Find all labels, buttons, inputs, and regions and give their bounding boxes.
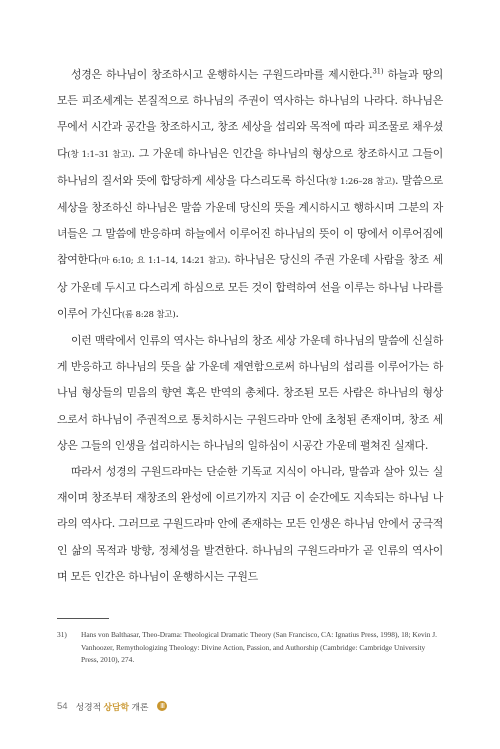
scripture-reference: (마 6:10; 요 1:1–14, 14:21 참고): [98, 256, 228, 267]
scripture-reference: (창 1:26–28 참고): [325, 176, 395, 187]
footnote: [57, 629, 443, 667]
footnote-text: Hans von Balthasar, Theo-Drama: Theological Dramatic Theory (San Francisco, CA: Ignatius Press, 1998), 18; Kevin J. Vanhoozer, Remythologizing Theology: Divine Action, Passion, and Authorship (Cambridge: Cambridge University Press, 2010), 274.: [81, 630, 438, 664]
body-paragraph: [57, 62, 443, 328]
body-text-run: 하늘과 땅의 모든 피조세계는 본질적으로 하나님의 주권이 역사하는 하나님의 나라다. 하나님은 무에서 시간과 공간을 창조하시고, 창조 세상을 섭리와 목적에 따라 피조물로 채우셨다: [57, 68, 444, 160]
body-text-run: . 말씀으로 세상을 창조하신 하나님은 말씀 가운데 당신의 뜻을 계시하시고 행하시며 그분의 자녀들은 그 말씀에 반응하며 하늘에서 이루어진 하나님의 뜻이 이 땅에서 이루어짐에 참여한다: [57, 173, 444, 267]
page-footer: [57, 699, 167, 713]
running-title-suffix: 개론: [129, 701, 149, 712]
body-text-run: .: [175, 306, 179, 320]
body-text-run: 따라서 성경의 구원드라마는 단순한 기독교 지식이 아니라, 말씀과 살아 있는 실재이며 창조부터 재창조의 완성에 이르기까지 지금 이 순간에도 지속되는 하나님 나라의 역사다. 그러므로 구원드라마 안에 존재하는 모든 인생은 하나님 안에서 궁극적인 삶의 목적과 방향, 정체성을 발견한다. 하나님의 구원드라마가 곧 인류의 역사이며 모든 인간은 하나님이 운행하시는 구원드: [57, 465, 443, 583]
body-text-run: 성경은 하나님이 창조하시고 운행하시는 구원드라마를 제시한다.: [71, 68, 373, 81]
body-paragraph: [57, 459, 443, 590]
body-text-run: . 하나님은 당신의 주권 가운데 사람을 창조 세상 가운데 두시고 다스리게 하심으로 모든 것이 합력하여 선을 이루는 하나님 나라를 이루어 가신다: [57, 253, 444, 320]
body-text: [57, 62, 443, 590]
body-paragraph: [57, 328, 443, 459]
footnote-divider: [57, 618, 109, 619]
page-number: 54: [57, 700, 68, 712]
body-text-run: 이런 맥락에서 인류의 역사는 하나님의 창조 세상 가운데 하나님의 말씀에 신실하게 반응하고 하나님의 뜻을 삶 가운데 재연함으로써 하나님의 섭리를 이루어가는 하나님 형상들의 믿음의 향연 혹은 반역의 총체다. 창조된 모든 사람은 하나님의 형상으로서 하나님이 주권적으로 통치하시는 구원드라마 안에 초청된 존재이며, 창조 세상은 그들의 인생을 섭리하시는 하나님의 일하심이 시공간 가운데 펼쳐진 실재다.: [57, 334, 443, 452]
scripture-reference: (창 1:1–31 참고): [67, 149, 132, 160]
running-title-prefix: 성경적: [75, 701, 104, 712]
scripture-reference: (롬 8:28 참고): [121, 309, 176, 320]
body-text-run: . 그 가운데 하나님은 인간을 하나님의 형상으로 창조하시고 그들이 하나님의 질서와 뜻에 합당하게 세상을 다스리도록 하신다: [57, 146, 443, 187]
footnote-number: 31): [57, 630, 67, 639]
volume-badge-icon: Ⅲ: [157, 701, 167, 711]
footnote-reference: 31): [372, 67, 384, 76]
running-title: [76, 700, 149, 713]
running-title-bold: 상담학: [103, 701, 130, 712]
